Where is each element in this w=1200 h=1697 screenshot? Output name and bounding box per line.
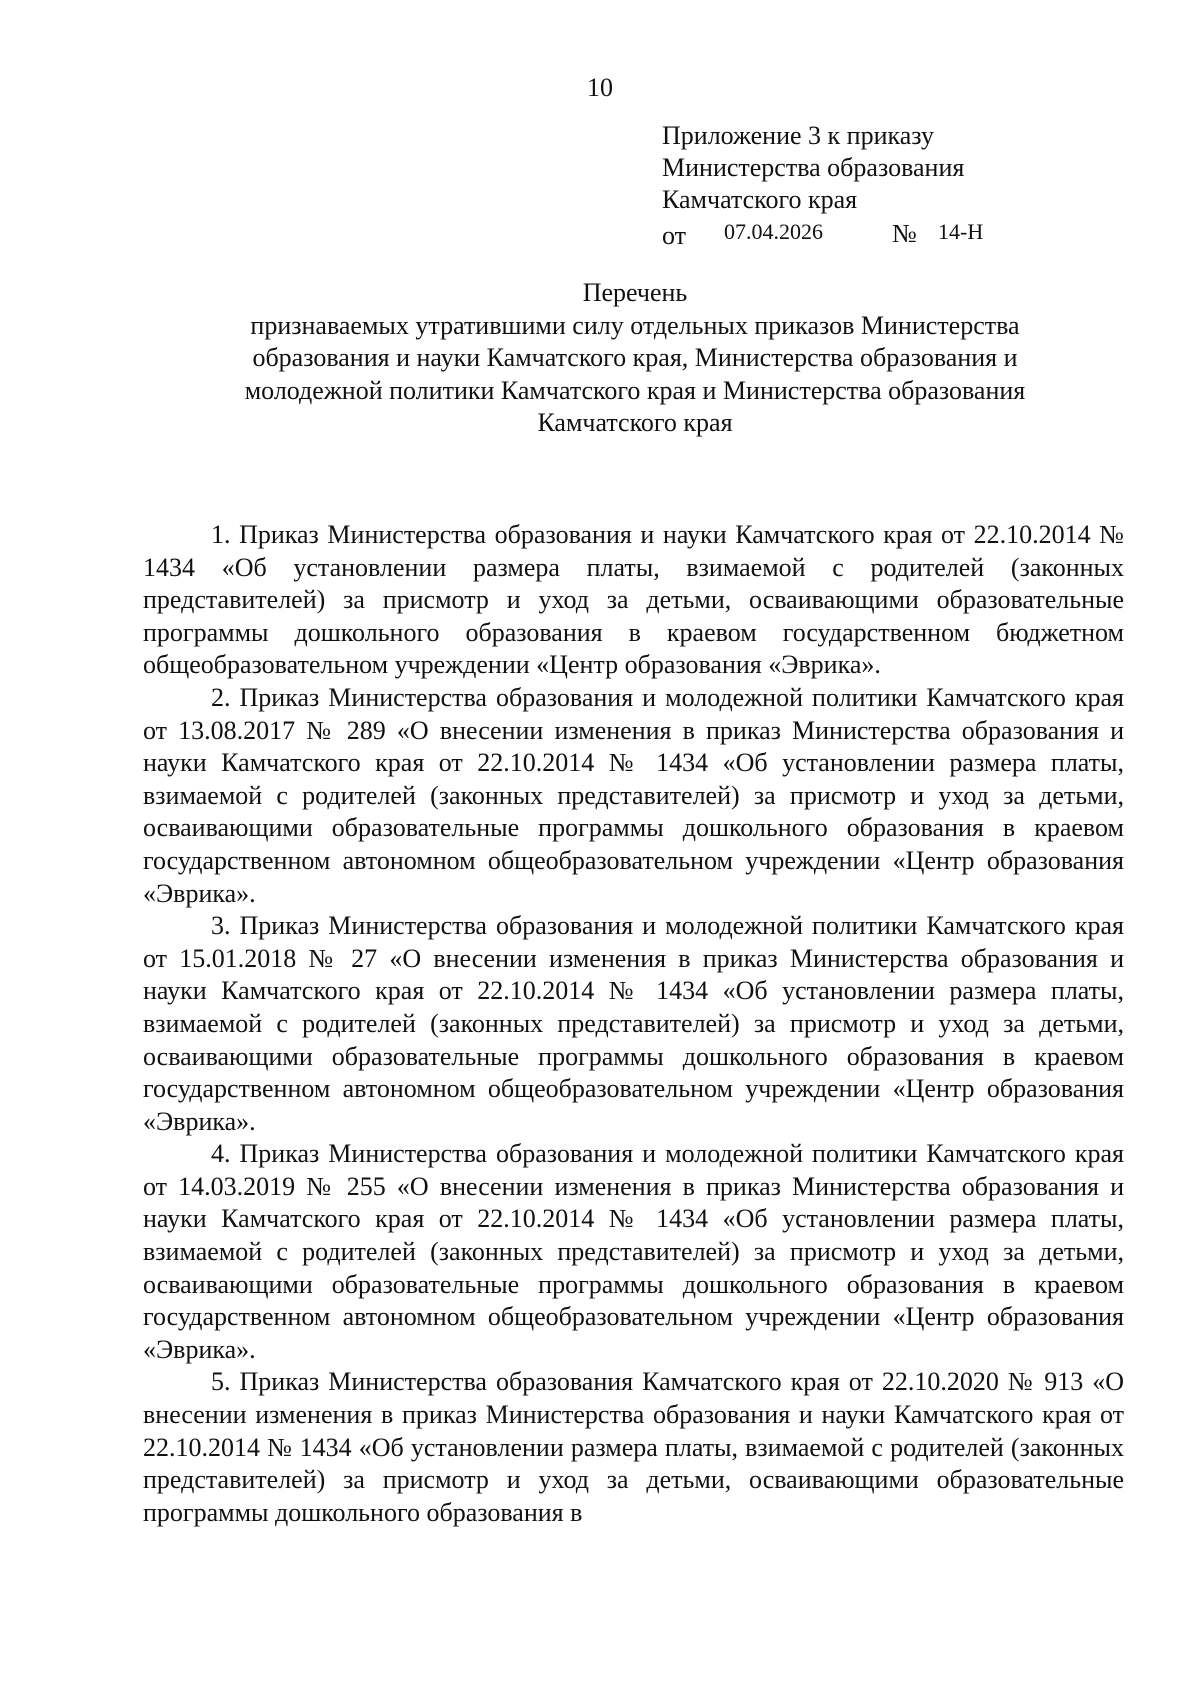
list-item-2: 2. Приказ Министерства образования и молодежной политики Камчатского края от 13.08.2017 № 289 «О внесении изменения в приказ Министерства образования и науки Камчатского края от 22.10.2014 № 1434 «Об установлении размера платы, взимаемой с родителей (законных представителей) за присмотр и уход за детьми, осваивающими образовательные программы дошкольного образования в краевом государственном автономном общеобразовательном учреждении «Центр образования «Эврика».	[143, 682, 1124, 908]
order-date: 07.04.2026	[724, 219, 823, 244]
page-number: 10	[587, 73, 613, 102]
appendix-line-1: Приложение 3 к приказу	[662, 121, 935, 150]
title-line-2: образования и науки Камчатского края, Министерства образования и	[252, 343, 1018, 372]
title-line-1: признаваемых утратившими силу отдельных приказов Министерства	[250, 310, 1020, 340]
from-label: от	[662, 221, 687, 250]
list-item-5: 5. Приказ Министерства образования Камчатского края от 22.10.2020 № 913 «О внесении изменения в приказ Министерства образования и науки Камчатского края от 22.10.2014 № 1434 «Об установлении размера платы, взимаемой с родителей (законных представителей) за присмотр и уход за детьми, осваивающими образовательные программы дошкольного образования в	[143, 1367, 1124, 1527]
document-title	[150, 277, 1120, 440]
order-number: 14-Н	[938, 219, 984, 244]
number-sign: №	[892, 219, 917, 248]
appendix-header	[662, 120, 1102, 248]
list-item-3: 3. Приказ Министерства образования и молодежной политики Камчатского края от 15.01.2018 № 27 «О внесении изменения в приказ Министерства образования и науки Камчатского края от 22.10.2014 № 1434 «Об установлении размера платы, взимаемой с родителей (законных представителей) за присмотр и уход за детьми, осваивающими образовательные программы дошкольного образования в краевом государственном автономном общеобразовательном учреждении «Центр образования «Эврика».	[143, 911, 1124, 1136]
title-line-4: Камчатского края	[537, 408, 733, 437]
title-heading: Перечень	[582, 278, 688, 307]
appendix-line-3: Камчатского края	[662, 185, 858, 214]
document-body	[143, 519, 1124, 1529]
appendix-line-2: Министерства образования	[662, 153, 965, 182]
list-item-4: 4. Приказ Министерства образования и молодежной политики Камчатского края от 14.03.2019 № 255 «О внесении изменения в приказ Министерства образования и науки Камчатского края от 22.10.2014 № 1434 «Об установлении размера платы, взимаемой с родителей (законных представителей) за присмотр и уход за детьми, осваивающими образовательные программы дошкольного образования в краевом государственном автономном общеобразовательном учреждении «Центр образования «Эврика».	[143, 1139, 1124, 1364]
list-item-1: 1. Приказ Министерства образования и науки Камчатского края от 22.10.2014 № 1434 «Об установлении размера платы, взимаемой с родителей (законных представителей) за присмотр и уход за детьми, осваивающими образовательные программы дошкольного образования в краевом государственном бюджетном общеобразовательном учреждении «Центр образования «Эврика».	[143, 520, 1124, 680]
order-date-number-row	[662, 216, 1102, 248]
title-line-3: молодежной политики Камчатского края и Министерства образования	[244, 375, 1026, 405]
